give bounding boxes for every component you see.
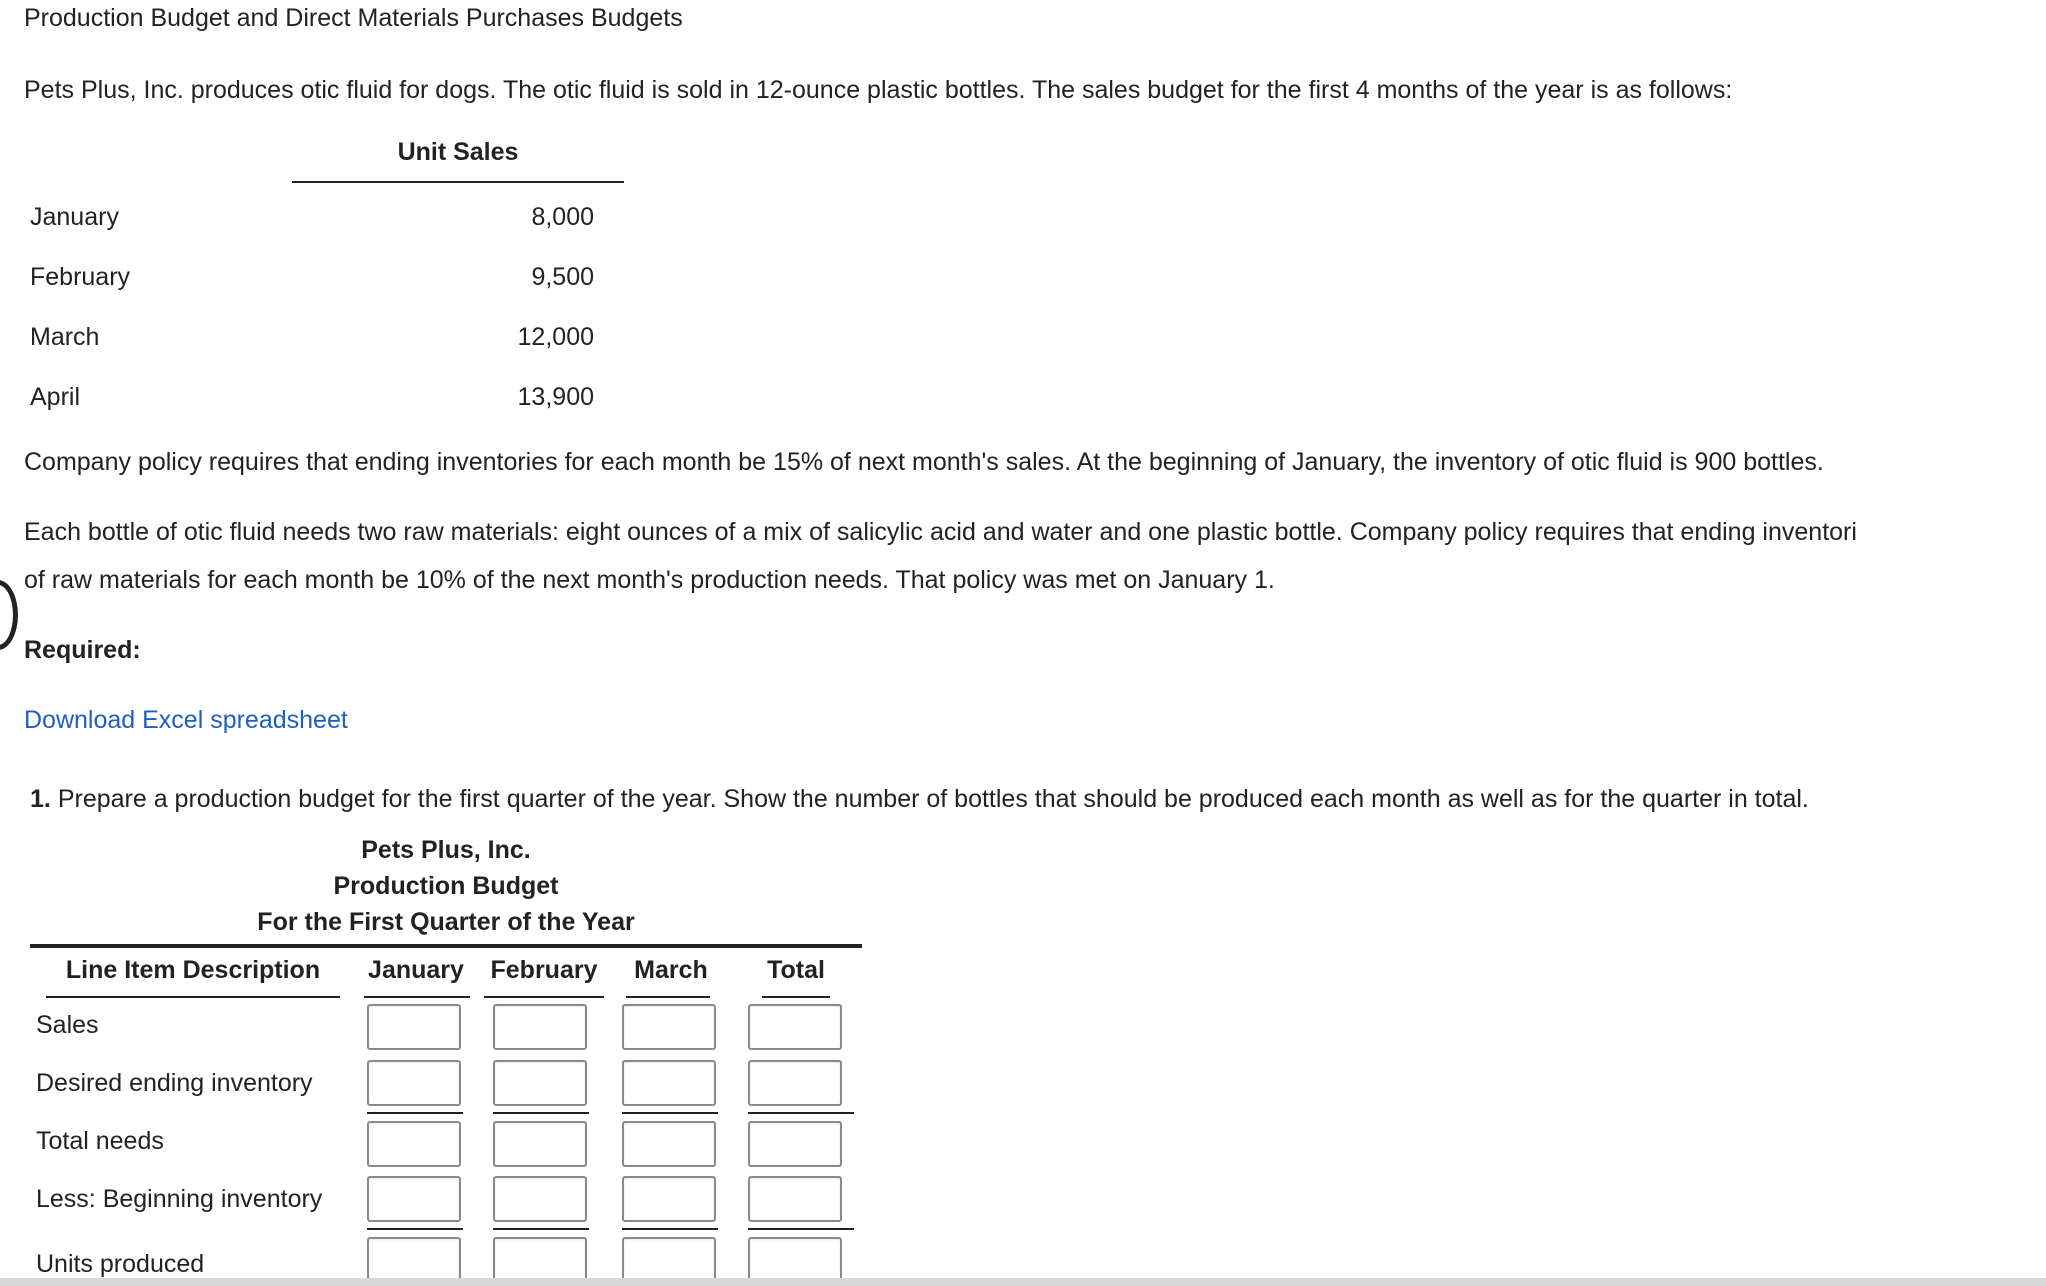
input-units-produced-total[interactable] — [748, 1237, 842, 1283]
col-underline-march — [626, 996, 710, 998]
sales-table-header: Unit Sales — [292, 138, 624, 183]
input-total-needs-march[interactable] — [622, 1121, 716, 1167]
col-underline-total — [762, 996, 830, 998]
result-rule-total — [748, 1228, 854, 1230]
budget-company: Pets Plus, Inc. — [361, 836, 531, 864]
sales-month-january: January — [30, 203, 119, 231]
row-label-beginning-inventory: Less: Beginning inventory — [36, 1185, 323, 1213]
materials-text-line-1: Each bottle of otic fluid needs two raw materials: eight ounces of a mix of salicylic acid and water and one plastic bottle. Company policy requires that ending inventori — [24, 518, 1857, 546]
input-beginning-inventory-february[interactable] — [493, 1176, 587, 1222]
subtotal-rule-january — [367, 1112, 463, 1114]
sales-month-march: March — [30, 323, 100, 351]
row-label-desired-ending-inventory: Desired ending inventory — [36, 1069, 313, 1097]
question-1 — [30, 775, 1809, 823]
sales-value-march: 12,000 — [517, 323, 594, 351]
sales-value-february: 9,500 — [531, 263, 594, 291]
panel-edge-handle[interactable] — [0, 580, 18, 650]
input-total-needs-january[interactable] — [367, 1121, 461, 1167]
col-header-description: Line Item Description — [65, 956, 321, 984]
sales-value-april: 13,900 — [517, 383, 594, 411]
input-sales-total[interactable] — [748, 1004, 842, 1050]
col-header-january: January — [368, 956, 464, 984]
input-beginning-inventory-january[interactable] — [367, 1176, 461, 1222]
input-total-needs-total[interactable] — [748, 1121, 842, 1167]
col-underline-february — [484, 996, 604, 998]
input-beginning-inventory-march[interactable] — [622, 1176, 716, 1222]
budget-name: Production Budget — [333, 872, 559, 900]
col-underline-description — [46, 996, 340, 998]
subtotal-rule-total — [748, 1112, 854, 1114]
result-rule-march — [622, 1228, 718, 1230]
row-label-sales: Sales — [36, 1011, 99, 1039]
col-underline-january — [364, 996, 470, 998]
horizontal-scrollbar[interactable] — [0, 1278, 2046, 1286]
col-header-february: February — [490, 956, 598, 984]
subtotal-rule-february — [493, 1112, 589, 1114]
budget-top-rule — [30, 944, 862, 948]
policy-text: Company policy requires that ending inventories for each month be 15% of next month's sales. At the beginning of January, the inventory of otic fluid is 900 bottles. — [24, 448, 1824, 476]
col-header-march: March — [634, 956, 708, 984]
col-header-total: Total — [767, 956, 825, 984]
input-sales-january[interactable] — [367, 1004, 461, 1050]
materials-text-line-2: of raw materials for each month be 10% of the next month's production needs. That policy was met on January 1. — [24, 566, 1275, 594]
input-sales-march[interactable] — [622, 1004, 716, 1050]
input-units-produced-march[interactable] — [622, 1237, 716, 1283]
input-units-produced-january[interactable] — [367, 1237, 461, 1283]
input-ending-inventory-total[interactable] — [748, 1060, 842, 1106]
sales-month-february: February — [30, 263, 131, 291]
input-total-needs-february[interactable] — [493, 1121, 587, 1167]
result-rule-february — [493, 1228, 589, 1230]
input-beginning-inventory-total[interactable] — [748, 1176, 842, 1222]
question-text: Prepare a production budget for the first quarter of the year. Show the number of bottles that should be produced each month as well as for the quarter in total. — [57, 785, 1809, 813]
input-ending-inventory-february[interactable] — [493, 1060, 587, 1106]
sales-value-january: 8,000 — [531, 203, 594, 231]
subtotal-rule-march — [622, 1112, 718, 1114]
download-excel-link[interactable]: Download Excel spreadsheet — [24, 706, 348, 734]
row-label-total-needs: Total needs — [36, 1127, 164, 1155]
question-number: 1. — [30, 785, 51, 813]
row-label-units-produced: Units produced — [36, 1250, 205, 1278]
required-label: Required: — [24, 636, 141, 664]
result-rule-january — [367, 1228, 463, 1230]
budget-period: For the First Quarter of the Year — [257, 908, 635, 936]
intro-text: Pets Plus, Inc. produces otic fluid for dogs. The otic fluid is sold in 12-ounce plastic bottles. The sales budget for the first 4 months of the year is as follows: — [24, 76, 1733, 104]
page-title: Production Budget and Direct Materials Purchases Budgets — [24, 4, 683, 32]
input-ending-inventory-march[interactable] — [622, 1060, 716, 1106]
input-sales-february[interactable] — [493, 1004, 587, 1050]
input-ending-inventory-january[interactable] — [367, 1060, 461, 1106]
sales-month-april: April — [30, 383, 81, 411]
input-units-produced-february[interactable] — [493, 1237, 587, 1283]
